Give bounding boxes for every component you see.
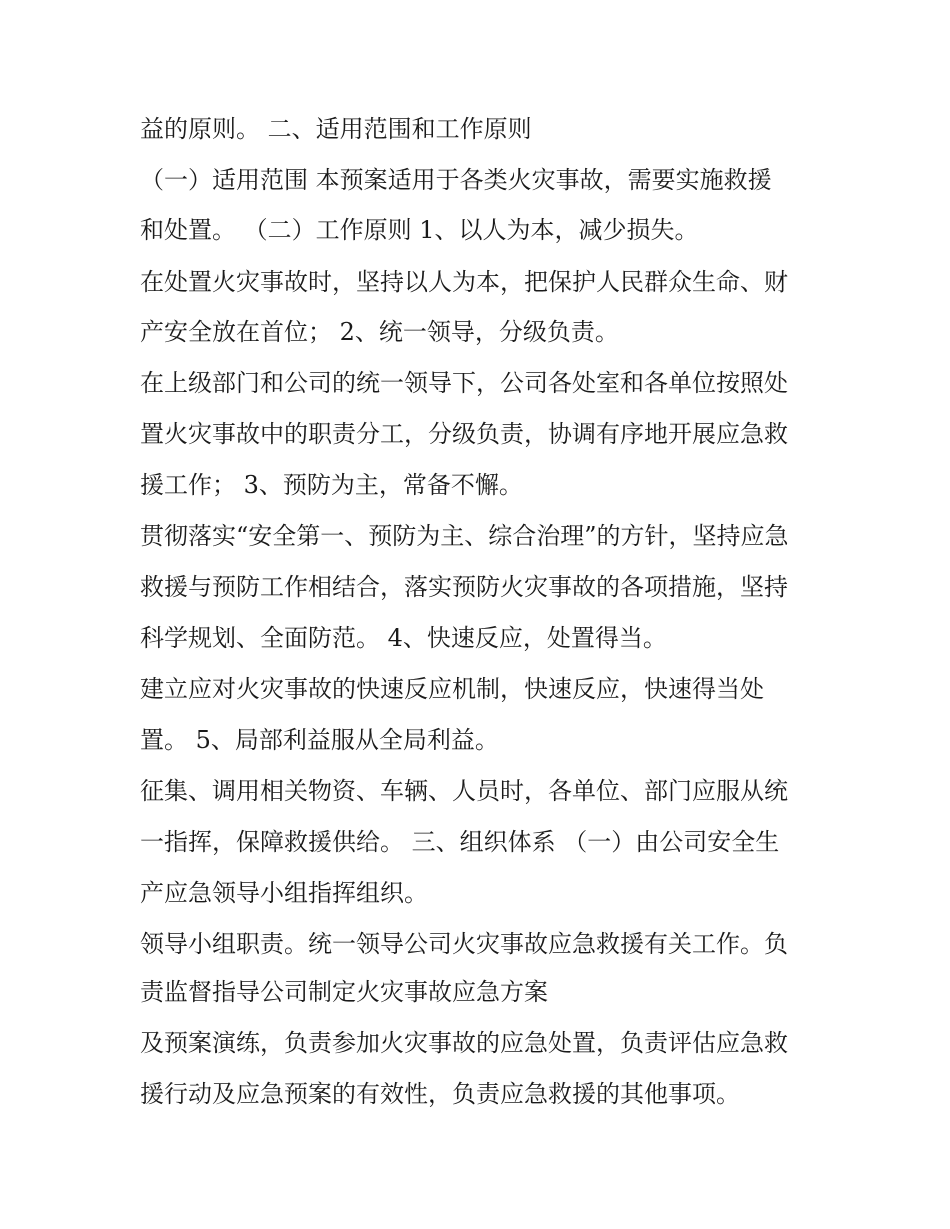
text-line: 在上级部门和公司的统一领导下，公司各处室和各单位按照处 [140,369,788,397]
text-line: 救援与预防工作相结合，落实预防火灾事故的各项措施，坚持 [140,573,788,601]
text-line: 产应急领导小组指挥组织。 [140,879,428,907]
text-line: 建立应对火灾事故的快速反应机制，快速反应，快速得当处 [140,675,764,703]
text-line: 置火灾事故中的职责分工，分级负责，协调有序地开展应急救 [140,420,788,448]
text-line: 在处置火灾事故时，坚持以人为本，把保护人民群众生命、财 [140,268,788,296]
text-line: 及预案演练，负责参加火灾事故的应急处置，负责评估应急救 [140,1029,788,1057]
text-line: 领导小组职责。统一领导公司火灾事故应急救援有关工作。负 [140,930,788,958]
text-line: 和处置。 （二）工作原则 1、以人为本，减少损失。 [140,216,699,244]
text-line: 征集、调用相关物资、车辆、人员时，各单位、部门应服从统 [140,777,788,805]
text-line: 贯彻落实“安全第一、预防为主、综合治理”的方针，坚持应急 [140,522,789,550]
text-line: 科学规划、全面防范。 4、快速反应，处置得当。 [140,624,667,652]
text-line: 产安全放在首位； 2、统一领导，分级负责。 [140,318,619,346]
text-line: （一）适用范围 本预案适用于各类火灾事故，需要实施救援 [140,166,772,194]
text-line: 责监督指导公司制定火灾事故应急方案 [140,978,548,1006]
text-line: 一指挥，保障救援供给。 三、组织体系 （一）由公司安全生 [140,828,780,856]
text-line: 置。 5、局部利益服从全局利益。 [140,726,499,754]
text-line: 益的原则。 二、适用范围和工作原则 [140,115,532,143]
text-line: 援工作； 3、预防为主，常备不懈。 [140,471,523,499]
text-line: 援行动及应急预案的有效性，负责应急救援的其他事项。 [140,1080,740,1108]
